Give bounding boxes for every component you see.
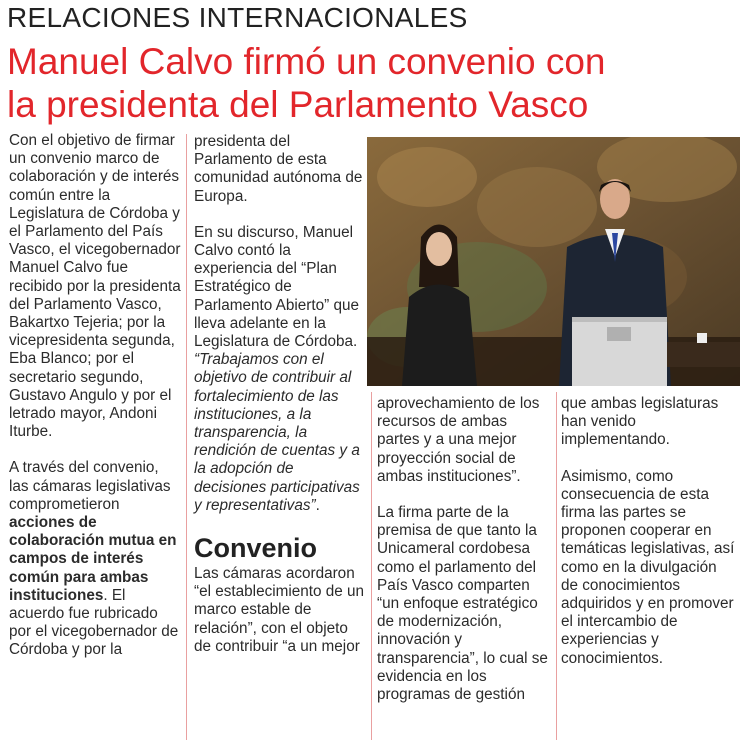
paragraph: A través del convenio, las cámaras legislativas comprometieron acciones de colaboración mutua en campos de interés común para ambas instituciones. El acuerdo fue rubricado por el vicegobernador de Córdoba y por la — [9, 459, 179, 659]
paragraph: Las cámaras acordaron “el establecimiento de un marco estable de relación”, con el objeto de contribuir “a un mejor — [194, 565, 365, 655]
column-divider-1 — [186, 134, 187, 740]
paragraph: La firma parte de la premisa de que tanto la Unicameral cordobesa como el parlamento del País Vasco comparten “un enfoque estratégico de modernización, innovación y transparencia”, lo cual se evidencia en los programas de gestión — [377, 504, 548, 704]
headline-line-1: Manuel Calvo firmó un convenio con — [7, 41, 606, 82]
subheading-convenio: Convenio — [194, 533, 318, 564]
paragraph: que ambas legislaturas han venido implementando. — [561, 395, 719, 449]
paragraph: Con el objetivo de firmar un convenio marco de colaboración y de interés común entre la Legislatura de Córdoba y el Parlamento del País Vasco, el vicegobernador Manuel Calvo fue recibido por la presidenta del Parlamento Vasco, Bakartxo Tejeria; por la vicepresidenta segunda, Eba Blanco; por el secretario segundo, Gustavo Angulo y por el letrado mayor, Andoni Iturbe. — [9, 132, 181, 441]
headline — [7, 40, 606, 126]
paragraph: Asimismo, como consecuencia de esta firma las partes se proponen cooperar en temáticas legislativas, así como en la divulgación de conocimientos adquiridos y en promover el intercambio de experiencias y conocimientos. — [561, 467, 735, 667]
article-photo — [367, 137, 740, 386]
bold-highlight: acciones de colaboración mutua en campos de interés común para ambas instituciones — [9, 514, 177, 604]
headline-line-2: la presidenta del Parlamento Vasco — [7, 84, 589, 125]
italic-quote: “Trabajamos con el objetivo de contribuir al fortalecimiento de las instituciones, a la transparencia, la rendición de cuentas y a la adopción de decisiones participativas y representativas” — [194, 351, 360, 514]
paragraph: aprovechamiento de los recursos de ambas partes y a una mejor proyección social de ambas instituciones”. — [377, 395, 540, 485]
article-column-1 — [9, 132, 181, 660]
paragraph: En su discurso, Manuel Calvo contó la experiencia del “Plan Estratégico de Parlamento Abierto” que lleva adelante en la Legislatura de Córdoba. “Trabajamos con el objetivo de contribuir al fortalecimiento de las instituciones, a la transparencia, la rendición de cuentas y a la adopción de decisiones participativas y representativas”. — [194, 223, 360, 514]
article-column-4 — [561, 395, 736, 668]
section-label: RELACIONES INTERNACIONALES — [7, 2, 468, 33]
podium — [572, 317, 667, 386]
paragraph: presidenta del Parlamento de esta comunidad autónoma de Europa. — [194, 133, 363, 205]
article-column-2 — [194, 133, 366, 656]
article-column-3 — [377, 395, 552, 704]
column-divider-2 — [371, 392, 372, 740]
column-divider-3 — [556, 392, 557, 740]
